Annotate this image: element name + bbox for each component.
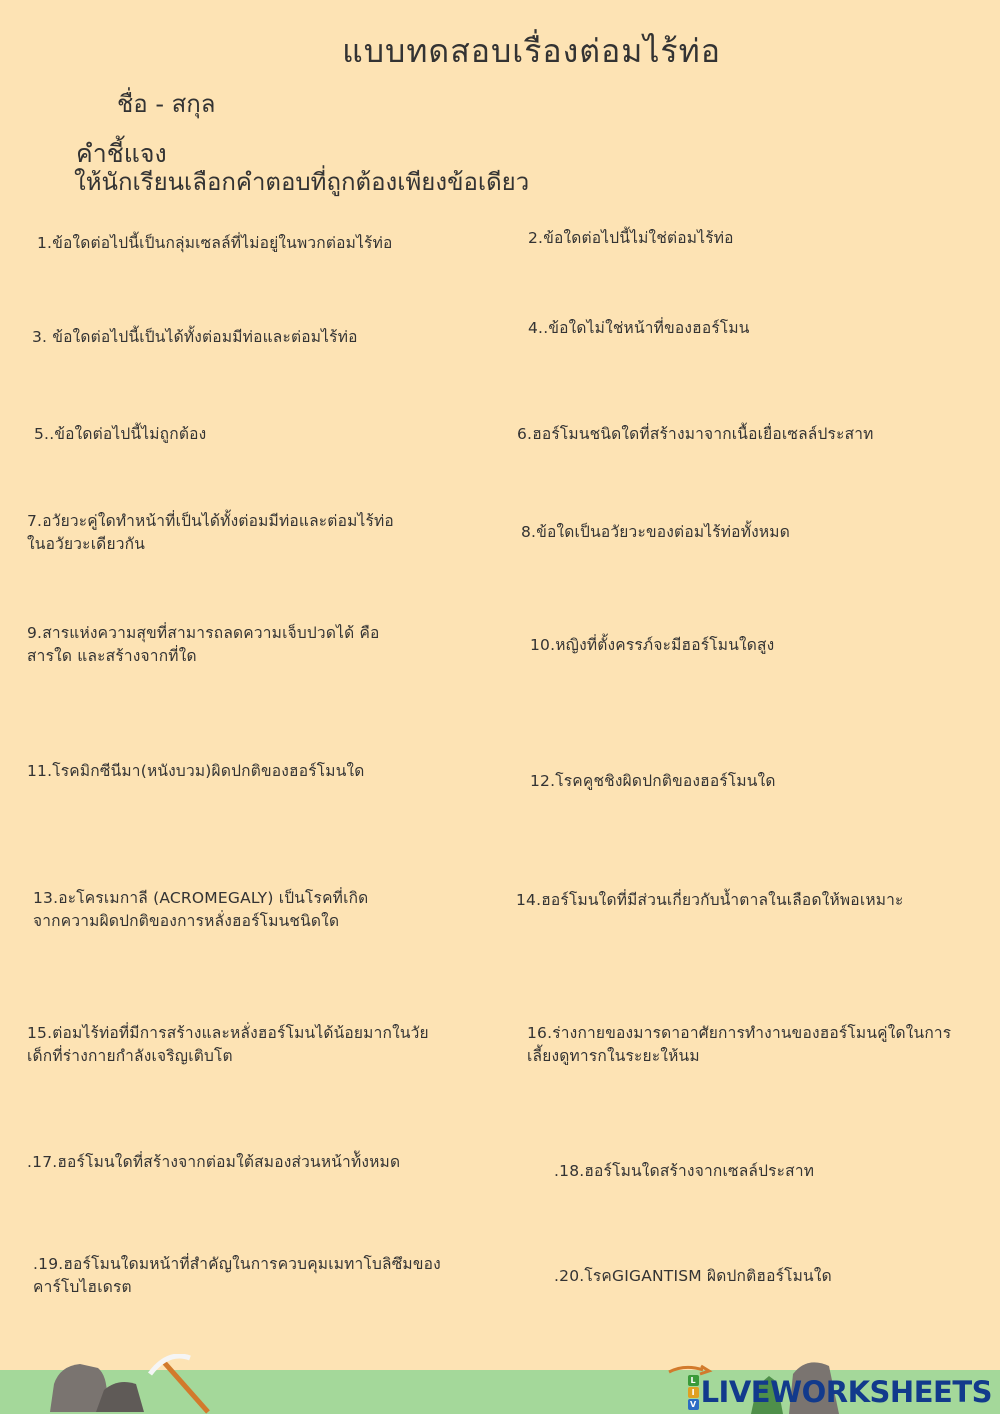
question-2: 2.ข้อใดต่อไปนี้ไม่ใช่ต่อมไร้ท่อ — [528, 229, 734, 247]
question-8: 8.ข้อใดเป็นอวัยวะของต่อมไร้ท่อทั้งหมด — [521, 523, 790, 541]
instructions-heading: คำชี้แจง — [76, 139, 167, 168]
question-12: 12.โรคคูชชิงผิดปกติของฮอร์โมนใด — [530, 772, 776, 790]
question-5: 5..ข้อใดต่อไปนี้ไม่ถูกต้อง — [34, 425, 207, 443]
question-15: 15.ต่อมไร้ท่อที่มีการสร้างและหลั่งฮอร์โมนได้น้อยมากในวัย เด็กที่ร่างกายกำลังเจริญเติบโต — [27, 1024, 429, 1065]
question-19: .19.ฮอร์โมนใดมหน้าที่สำคัญในการควบคุมเมทาโบลิซึมของ คาร์โบไฮเดรต — [33, 1255, 441, 1296]
question-18: .18.ฮอร์โมนใดสร้างจากเซลล์ประสาท — [554, 1162, 815, 1180]
question-20: .20.โรคGIGANTISM ผิดปกติฮอร์โมนใด — [554, 1267, 832, 1285]
question-3: 3. ข้อใดต่อไปนี้เป็นได้ทั้งต่อมมีท่อและต่อมไร้ท่อ — [32, 328, 358, 346]
liveworksheets-brand-text: LIVEWORKSHEETS — [700, 1375, 992, 1409]
question-11: 11.โรคมิกซีนีมา(หนังบวม)ผิดปกติของฮอร์โมนใด — [27, 762, 365, 780]
question-4: 4..ข้อใดไม่ใช่หน้าที่ของฮอร์โมน — [528, 319, 750, 337]
question-16: 16.ร่างกายของมารดาอาศัยการทำงานของฮอร์โมนคู่ใดในการ เลี้ยงดูทารกในระยะให้นม — [527, 1024, 952, 1065]
question-14: 14.ฮอร์โมนใดที่มีส่วนเกี่ยวกับน้ำตาลในเลือดให้พอเหมาะ — [516, 891, 904, 909]
question-9: 9.สารแห่งความสุขที่สามารถลดความเจ็บปวดได้ คือ สารใด และสร้างจากที่ใด — [27, 624, 380, 665]
rocks-illustration-left — [40, 1354, 230, 1414]
question-17: .17.ฮอร์โมนใดที่สร้างจากต่อมใต้สมองส่วนหน้าท้ังหมด — [27, 1153, 401, 1171]
footer-bar — [0, 1370, 1000, 1414]
question-13: 13.อะโครเมกาลี (ACROMEGALY) เป็นโรคที่เกิด จากความผิดปกติของการหลั่งฮอร์โมนชนิดใด — [33, 889, 369, 930]
liveworksheets-logo[interactable] — [688, 1374, 992, 1410]
question-10: 10.หญิงที่ตั้งครรภ์จะมีฮอร์โมนใดสูง — [530, 636, 775, 654]
liveworksheets-badge-icon: L I V — [688, 1374, 699, 1410]
page-title: แบบทดสอบเรื่องต่อมไร้ท่อ — [342, 32, 721, 70]
question-1: 1.ข้อใดต่อไปนี้เป็นกลุ่มเซลล์ที่ไม่อยู่ในพวกต่อมไร้ท่อ — [37, 234, 393, 252]
question-6: 6.ฮอร์โมนชนิดใดที่สร้างมาจากเนื้อเยื่อเซลล์ประสาท — [517, 425, 874, 443]
instructions-text: ให้นักเรียนเลือกคำตอบที่ถูกต้องเพียงข้อเดียว — [74, 168, 530, 196]
name-field-label: ชื่อ - สกุล — [117, 90, 216, 118]
question-7: 7.อวัยวะคู่ใดทำหน้าที่เป็นได้ทั้งต่อมมีท่อและต่อมไร้ท่อ ในอวัยวะเดียวกัน — [27, 512, 394, 553]
